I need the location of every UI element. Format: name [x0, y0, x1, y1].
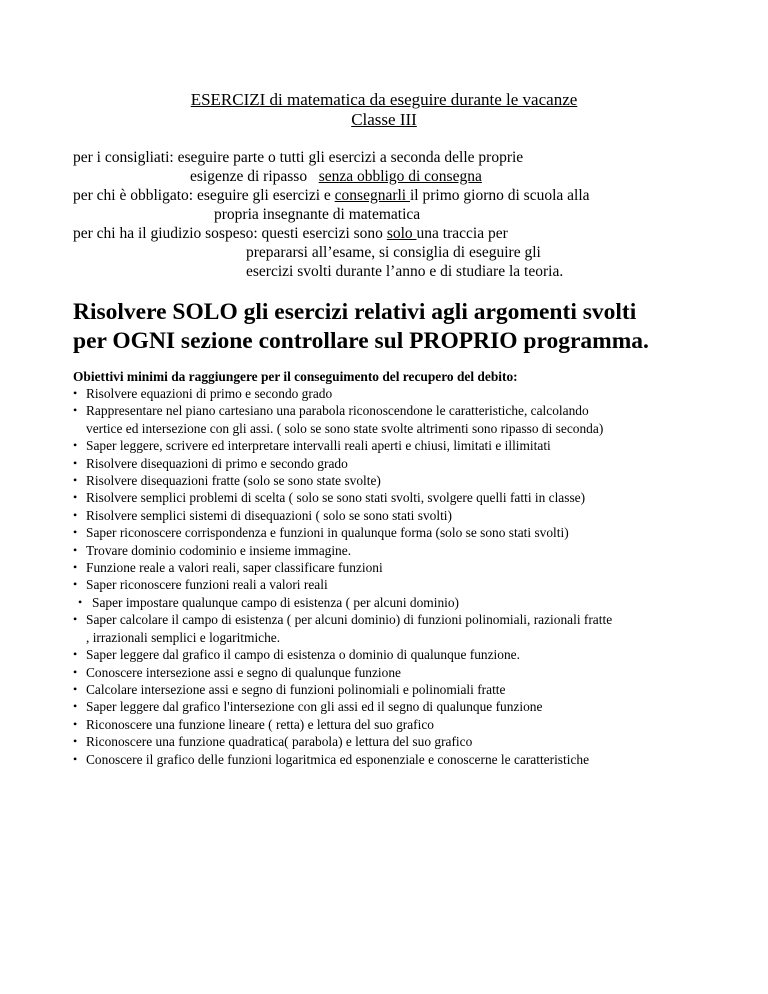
objectives-title: Obiettivi minimi da raggiungere per il conseguimento del recupero del debito:	[73, 369, 518, 384]
instruction-consigliati-cont	[190, 167, 482, 186]
list-item: • Saper impostare qualunque campo di esistenza ( per alcuni dominio)	[73, 594, 713, 611]
main-heading-line1: Risolvere SOLO gli esercizi relativi agli argomenti svolti	[73, 299, 637, 325]
list-item: • Risolvere disequazioni di primo e secondo grado	[73, 455, 713, 472]
sospeso-text: per chi ha il giudizio sospeso: questi esercizi sono	[73, 225, 387, 242]
objectives-list	[73, 385, 713, 768]
obbligato-tail-text: il primo giorno di scuola alla	[410, 187, 590, 204]
instruction-obbligato-cont: propria insegnante di matematica	[214, 206, 421, 223]
list-item: • Saper leggere, scrivere ed interpretare intervalli reali aperti e chiusi, limitati e illimitati	[73, 437, 713, 454]
instruction-sospeso-cont1: prepararsi all’esame, si consiglia di eseguire gli	[246, 244, 541, 261]
list-item: • Conoscere intersezione assi e segno di qualunque funzione	[73, 664, 713, 681]
class-label: Classe III	[351, 110, 417, 129]
list-item: • Risolvere equazioni di primo e secondo grado	[73, 385, 713, 402]
list-item: • Trovare dominio codominio e insieme immagine.	[73, 542, 713, 559]
list-item: • Saper leggere dal grafico l'intersezione con gli assi ed il segno di qualunque funzione	[73, 698, 713, 715]
no-consegna-text: senza obbligo di consegna	[318, 168, 482, 185]
page-title: ESERCIZI di matematica da eseguire durante le vacanze	[190, 90, 578, 109]
list-item: • Riconoscere una funzione quadratica( parabola) e lettura del suo grafico	[73, 733, 713, 750]
instruction-consigliati: per i consigliati: eseguire parte o tutti gli esercizi a seconda delle proprie	[73, 149, 524, 166]
list-item: • Funzione reale a valori reali, saper classificare funzioni	[73, 559, 713, 576]
instruction-obbligato	[73, 186, 590, 205]
instruction-sospeso	[73, 224, 508, 243]
sospeso-tail-text: una traccia per	[416, 225, 508, 242]
list-item: • Risolvere disequazioni fratte (solo se sono state svolte)	[73, 472, 713, 489]
list-item: • Rappresentare nel piano cartesiano una parabola riconoscendone le caratteristiche, calcolando vertice ed intersezione con gli assi. ( solo se sono state svolte altrimenti sono ripasso di seconda)	[73, 402, 713, 437]
instruction-sospeso-cont2: esercizi svolti durante l’anno e di studiare la teoria.	[246, 263, 564, 280]
ripasso-text: esigenze di ripasso	[190, 168, 308, 185]
list-item: • Conoscere il grafico delle funzioni logaritmica ed esponenziale e conoscerne le caratteristiche	[73, 751, 713, 768]
list-item: • Saper riconoscere corrispondenza e funzioni in qualunque forma (solo se sono stati svolti)	[73, 524, 713, 541]
list-item: • Riconoscere una funzione lineare ( retta) e lettura del suo grafico	[73, 716, 713, 733]
list-item: • Saper riconoscere funzioni reali a valori reali	[73, 576, 713, 593]
list-item: • Risolvere semplici sistemi di disequazioni ( solo se sono stati svolti)	[73, 507, 713, 524]
main-heading-line2: per OGNI sezione controllare sul PROPRIO programma.	[73, 328, 649, 354]
consegnarli-text: consegnarli	[334, 187, 410, 204]
list-item: • Saper leggere dal grafico il campo di esistenza o dominio di qualunque funzione.	[73, 646, 713, 663]
obbligato-text: per chi è obbligato: eseguire gli esercizi e	[73, 187, 335, 204]
solo-text: solo	[386, 225, 417, 242]
list-item: • Saper calcolare il campo di esistenza ( per alcuni dominio) di funzioni polinomiali, razionali fratte , irrazionali semplici e logaritmiche.	[73, 611, 713, 646]
list-item: • Risolvere semplici problemi di scelta ( solo se sono stati svolti, svolgere quelli fatti in classe)	[73, 489, 713, 506]
list-item: • Calcolare intersezione assi e segno di funzioni polinomiali e polinomiali fratte	[73, 681, 713, 698]
